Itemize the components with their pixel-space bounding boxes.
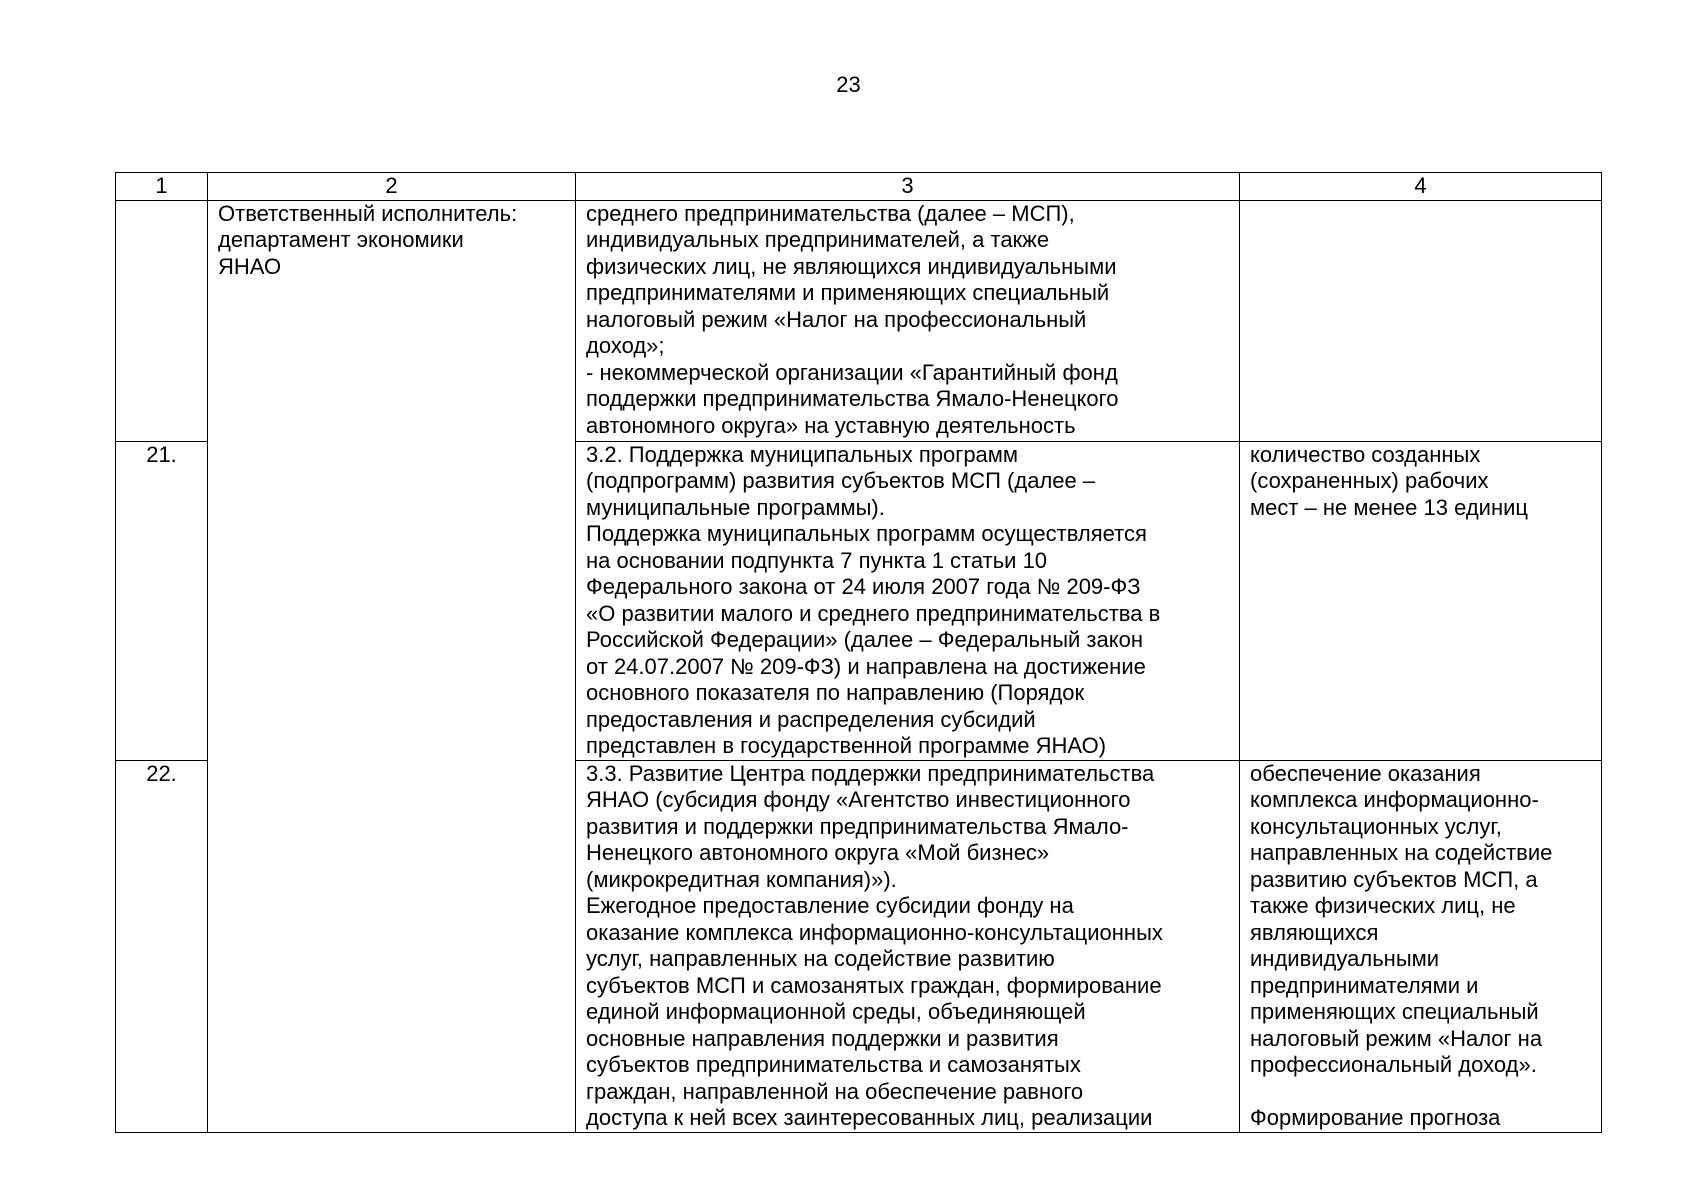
row-number [116, 200, 208, 441]
measure-paragraph: - некоммерческой организации «Гарантийный фонд поддержки предпринимательства Ямало-Ненецкого автономного округа» на уставную деятельность [586, 359, 1119, 438]
indicator-cell [1240, 200, 1602, 441]
measure-paragraph: 3.2. Поддержка муниципальных программ (подпрограмм) развития субъектов МСП (далее – муниципальные программы). [586, 441, 1096, 520]
responsible-text: Ответственный исполнитель: департамент экономики ЯНАО [218, 200, 518, 279]
page-number: 23 [836, 72, 861, 97]
measure-paragraph: 3.3. Развитие Центра поддержки предпринимательства ЯНАО (субсидия фонду «Агентство инвестиционного развития и поддержки предпринимательства Ямало- Ненецкого автономного округа «Мой бизнес» (микрокредитная компания)»). [586, 760, 1155, 892]
measures-table [115, 172, 1602, 1133]
indicator-text: количество созданных (сохраненных) рабочих мест – не менее 13 единиц [1250, 441, 1528, 520]
row-number: 21. [116, 441, 208, 760]
measure-description [576, 200, 1240, 441]
header-col-3: 3 [576, 173, 1240, 201]
header-col-2: 2 [208, 173, 576, 201]
header-row [116, 173, 1602, 201]
measure-description [576, 760, 1240, 1132]
measure-paragraph: среднего предпринимательства (далее – МСП), индивидуальных предпринимателей, а также физических лиц, не являющихся индивидуальными предпринимателями и применяющих специальный налоговый режим «Налог на профессиональный доход»; [586, 200, 1117, 358]
indicator-text: Формирование прогноза [1250, 1105, 1501, 1130]
responsible-executor [208, 200, 576, 1132]
row-number: 22. [116, 760, 208, 1132]
indicator-text: обеспечение оказания комплекса информационно- консультационных услуг, направленных на содействие развитию субъектов МСП, а также физических лиц, не являющихся индивидуальными предпринимателями и применяющих специальный налоговый режим «Налог на профессиональный доход». [1250, 760, 1553, 1077]
measure-paragraph: Ежегодное предоставление субсидии фонду на оказание комплекса информационно-консультационных услуг, направленных на содействие развитию субъектов МСП и самозанятых граждан, формирование единой информационной среды, объединяющей основные направления поддержки и развития субъектов предпринимательства и самозанятых граждан, направленной на обеспечение равного доступа к ней всех заинтересованных лиц, реализации [586, 893, 1163, 1130]
header-col-4: 4 [1240, 173, 1602, 201]
measure-description [576, 441, 1240, 760]
indicator-cell [1240, 441, 1602, 760]
table-row [116, 200, 1602, 441]
header-col-1: 1 [116, 173, 208, 201]
indicator-cell [1240, 760, 1602, 1132]
measure-paragraph: Поддержка муниципальных программ осуществляется на основании подпункта 7 пункта 1 статьи 10 Федерального закона от 24 июля 2007 года № 209-ФЗ «О развитии малого и среднего предпринимательства в Российской Федерации» (далее – Федеральный закон от 24.07.2007 № 209-ФЗ) и направлена на достижение основного показателя по направлению (Порядок предоставления и распределения субсидий представлен в государственной программе ЯНАО) [586, 521, 1161, 758]
paragraph-gap [1250, 1079, 1591, 1106]
